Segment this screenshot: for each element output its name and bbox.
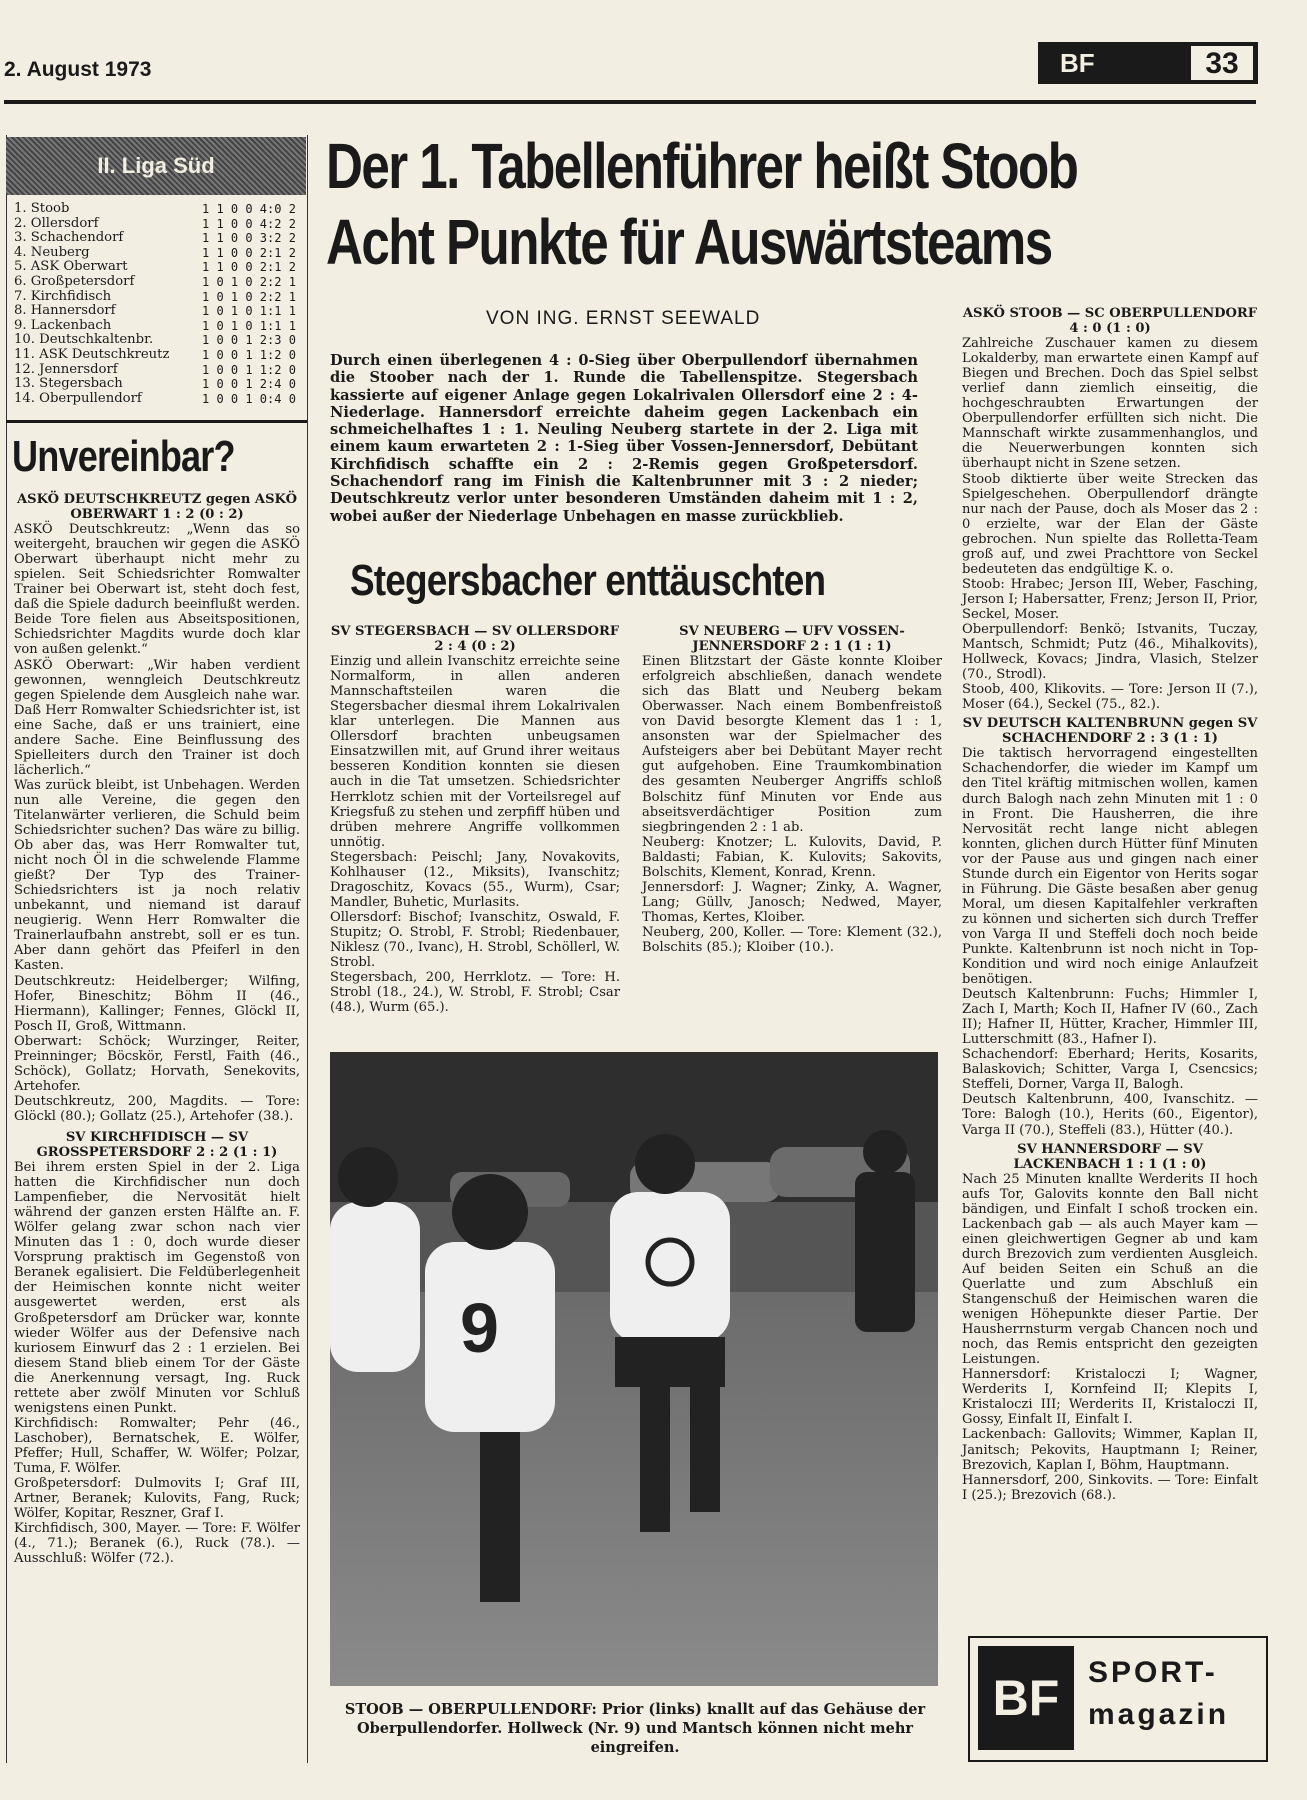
team-name: 8. Hannersdorf	[14, 303, 116, 319]
match-photo	[330, 1052, 938, 1686]
lineup: Stegersbach: Peischl; Jany, Novakovits, Kohlhauser (12., Miksits), Ivanschitz; Dragoschitz, Kovacs (55., Wurm), Csar; Mandler, Buhetic, Murlasits.	[330, 849, 620, 910]
table-row	[14, 333, 300, 348]
issue-date: 2. August 1973	[4, 58, 152, 81]
brand-label: BF	[1060, 48, 1095, 78]
page-number: 33	[1190, 45, 1254, 81]
logo-bf: BF	[978, 1646, 1074, 1750]
jersey-number: 9	[460, 1289, 499, 1367]
team-name: 14. Oberpullendorf	[14, 390, 142, 406]
team-stats: 1 1 0 0 4:0 2	[202, 202, 296, 216]
byline: VON ING. ERNST SEEWALD	[486, 308, 761, 329]
table-row	[14, 231, 300, 246]
lineup: Neuberg: Knotzer; L. Kulovits, David, P. Baldasti; Fabian, K. Kulovits; Sakovits, Bolschits, Klement, Konrad, Krenn.	[642, 834, 942, 880]
team-stats: 1 0 1 0 1:1 1	[202, 304, 296, 319]
paragraph: Was zurück bleibt, ist Unbehagen. Werden nun alle Vereine, die gegen den Titelanwärter verlieren, die Schuld beim Schiedsrichter suchen? Das wäre zu billig. Ob aber das, was Herr Romwalter tut, nicht noch Öl in die schwelende Flamme gießt? Der Typ des Trainer-Schiedsrichters ist ja noch relativ unbekannt, und niemand ist darauf neugierig. Wenn Herr Romwalter die Trainerlaufbahn anstrebt, soll er es tun. Aber dann gehört das Pfeiferl in den Kasten.	[14, 777, 300, 974]
match-header: ASKÖ DEUTSCHKREUTZ gegen ASKÖ OBERWART 1 : 2 (0 : 2)	[17, 492, 297, 523]
match-facts: Deutsch Kaltenbrunn, 400, Ivanschitz. — Tore: Balogh (10.), Herits (60., Eigentor), Varga II (70.), Steffeli (83.), Hütter (40.).	[962, 1092, 1258, 1138]
paragraph: ASKÖ Deutschkreutz: „Wenn das so weitergeht, brauchen wir gegen die ASKÖ Oberwart überhaupt nicht mehr zu spielen. Seit Schiedsrichter Romwalter Trainer bei Oberwart ist, steht doch fest, daß die Spiele dadurch beeinflußt werden. Beide Tore fielen aus Abseitspositionen, Schiedsrichter Magdits wurde doch klar von außen gelenkt.“	[14, 522, 300, 658]
match-header: SV KIRCHFIDISCH — SV GROSSPETERSDORF 2 : 2 (1 : 1)	[36, 1129, 278, 1161]
photo-caption: STOOB — OBERPULLENDORF: Prior (links) knallt auf das Gehäuse der Oberpullendorfer. Hollweck (Nr. 9) und Mantsch können nicht mehr eingreifen.	[344, 1701, 926, 1756]
match-facts: Deutschkreutz, 200, Magdits. — Tore: Glöckl (80.); Gollatz (25.), Artehofer (38.).	[14, 1093, 300, 1124]
logo-line-1: SPORT-	[1088, 1656, 1218, 1689]
match-header: SV DEUTSCH KALTENBRUNN gegen SV SCHACHENDORF 2 : 3 (1 : 1)	[962, 716, 1258, 747]
sportmagazin-logo	[968, 1636, 1268, 1762]
table-row	[14, 246, 300, 261]
lineup: Ollersdorf: Bischof; Ivanschitz, Oswald, F. Stupitz; O. Strobl, F. Strobl; Riedenbauer, Niklesz (70., Ivanc), H. Strobl, Schöllerl, W. Strobl.	[330, 909, 620, 971]
team-name: 10. Deutschkaltenbr.	[14, 332, 154, 348]
paragraph: ASKÖ Oberwart: „Wir haben verdient gewonnen, wenngleich Deutschkreutz gegen Spielende dem Ausgleich nahe war. Daß Herr Romwalter Schiedsrichter ist, ist eine Sache, daß er uns trainiert, eine andere Sache. Eine Beinflussung des Spielleiters durch den Trainer ist doch lächerlich.“	[14, 657, 300, 778]
lineup: Oberwart: Schöck; Wurzinger, Reiter, Preinninger; Böcskör, Ferstl, Faith (46., Schöck), Gollatz; Horvath, Senekovits, Artehofer.	[14, 1033, 300, 1094]
league-title: II. Liga Süd	[6, 137, 306, 195]
table-row	[14, 348, 300, 363]
paragraph: Bei ihrem ersten Spiel in der 2. Liga hatten die Kirchfidischer nun doch Lampenfieber, die Nervosität hielt während der ganzen ersten Hälfte an. F. Wölfer gelang zwar schon nach vier Minuten das 1 : 0, doch wurde dieser Vorsprung praktisch im Gegenstoß von Beranek egalisiert. Die Feldüberlegenheit der Heimischen konnte nicht weiter ausgewertet werden, erst als Großpetersdorf am Drücker war, konnte wieder Wölfer aus der Defensive nach kuriosem Einwurf das 2 : 1 erzielen. Bei diesem Stand blieb einem Tor der Gäste die Anerkennung versagt, Ing. Ruck rettete aber zwölf Minuten vor Schluß wenigstens einen Punkt.	[14, 1160, 300, 1416]
team-name: 6. Großpetersdorf	[14, 273, 135, 289]
headline-line-2: Acht Punkte für Auswärtsteams	[326, 206, 1052, 278]
team-name: 13. Stegersbach	[14, 376, 123, 392]
lead-paragraph: Durch einen überlegenen 4 : 0-Sieg über Oberpullendorf übernahmen die Stoober nach der 1. Runde die Tabellenspitze. Stegersbach kassierte auf eigener Anlage gegen Lokalrivalen Ollersdorf eine 2 : 4-Niederlage. Hannersdorf erreichte daheim gegen Lackenbach ein schmeichelhaftes 1 : 1. Neuling Neuberg startete in der 2. Liga mit einem kaum erwarteten 2 : 1-Sieg über Vossen-Jennersdorf, Debütant Kirchfidisch schaffte ein 2 : 2-Remis gegen Großpetersdorf. Schachendorf rang im Finish die Kaltenbrunner mit 3 : 2 nieder; Deutschkreutz verlor unter besonderen Umständen daheim mit 1 : 2, wobei außer der Niederlage Unbehagen en masse zurückblieb.	[330, 352, 918, 525]
team-stats: 1 1 0 0 2:1 2	[202, 260, 296, 275]
team-stats: 1 0 1 0 2:2 1	[202, 274, 296, 289]
team-stats: 1 0 0 1 2:3 0	[202, 333, 296, 348]
table-row	[14, 217, 300, 232]
team-stats: 1 0 0 1 0:4 0	[202, 391, 296, 406]
team-name: 3. Schachendorf	[14, 230, 124, 246]
article-column-1	[330, 624, 620, 1015]
article-column-2	[642, 624, 942, 955]
table-row	[14, 304, 300, 319]
team-name: 12. Jennersdorf	[14, 361, 118, 377]
team-stats: 1 0 0 1 1:2 0	[202, 347, 296, 362]
paragraph: Die taktisch hervorragend eingestellten Schachendorfer, die wieder im Kampf um den Titel kräftig mitmischen wollen, kamen durch Balogh nach zehn Minuten mit 1 : 0 in Front. Die Hausherren, die ihre Nervosität recht lange nicht ablegen konnten, glichen durch Hütter fünf Minuten vor der Pause aus und gingen nach einer Stunde durch ein Eigentor von Herits sogar in Führung. Die Gäste besaßen aber genug Moral, um diesen Kapitalfehler verkraften zu können und sicherten sich durch Treffer von Varga II und Steffeli doch noch beide Punkte. Kaltenbrunn ist noch nicht in Top-Kondition und wird noch einige Anlaufzeit benötigen.	[962, 746, 1258, 988]
paragraph: Zahlreiche Zuschauer kamen zu diesem Lokalderby, man erwartete einen Kampf auf Biegen und Brechen. Doch das Spiel selbst verlief dann ziemlich einseitig, die hochgeschraubten Erwartungen der Oberpullendorfer erfüllten sich nicht. Die Mannschaft wirkte zusammenhanglos, und die Neuerwerbungen konnten sich überhaupt nicht in Szene setzen.	[962, 336, 1258, 472]
logo-text	[1088, 1652, 1229, 1736]
header-rule	[4, 100, 1256, 104]
table-row	[14, 290, 300, 305]
lineup: Deutsch Kaltenbrunn: Fuchs; Himmler I, Zach I, Marth; Koch II, Hafner IV (60., Zach II); Hafner II, Hütter, Kracher, Himmler III, Lutterschmitt (83., Hafner I).	[962, 987, 1258, 1048]
right-article	[962, 306, 1258, 1503]
headline-line-1: Der 1. Tabellenführer heißt Stoob	[326, 130, 1078, 202]
team-name: 5. ASK Oberwart	[14, 259, 128, 275]
match-header: SV STEGERSBACH — SV OLLERSDORF 2 : 4 (0 : 2)	[330, 624, 620, 655]
match-facts: Hannersdorf, 200, Sinkovits. — Tore: Einfalt I (25.); Brezovich (68.).	[962, 1472, 1258, 1503]
match-facts: Neuberg, 200, Koller. — Tore: Klement (32.), Bolschits (85.); Kloiber (10.).	[642, 924, 942, 955]
table-row	[14, 377, 300, 392]
match-header: SV NEUBERG — UFV VOSSEN-JENNERSDORF 2 : 1 (1 : 1)	[679, 624, 905, 655]
lineup: Lackenbach: Gallovits; Wimmer, Kaplan II, Janitsch; Pekovits, Hauptmann I; Reiner, Brezovich, Kaplan I, Böhm, Hauptmann.	[962, 1427, 1258, 1473]
match-header: ASKÖ STOOB — SC OBERPULLENDORF 4 : 0 (1 : 0)	[962, 306, 1258, 337]
table-row	[14, 260, 300, 275]
paragraph: Einen Blitzstart der Gäste konnte Kloiber erfolgreich abschließen, danach wendete sich das Blatt und Neuberg bekam Oberwasser. Nach einem Bombenfreistoß von David besorgte Klement das 1 : 1, ansonsten war der Spielmacher des Aufsteigers aber bei Debütant Mayer recht gut aufgehoben. Eine Traumkombination des gesamten Neuberger Angriffs schloß Bolschitz fünf Minuten vor Ende aus abseitsverdächtiger Position zum siegbringenden 2 : 1 ab.	[642, 654, 942, 835]
match-facts: Stegersbach, 200, Herrklotz. — Tore: H. Strobl (18., 24.), W. Strobl, F. Strobl; Csar (48.), Wurm (65.).	[330, 970, 620, 1016]
team-stats: 1 0 0 1 1:2 0	[202, 362, 296, 377]
photo-illustration	[330, 1052, 938, 1686]
team-name: 1. Stoob	[14, 201, 70, 216]
lineup: Schachendorf: Eberhard; Herits, Kosarits, Balaskovich; Schitter, Varga I, Csencsics; Steffeli, Dorner, Varga II, Balogh.	[962, 1047, 1258, 1093]
table-row	[14, 275, 300, 290]
paragraph: Nach 25 Minuten knallte Werderits II hoch aufs Tor, Galovits konnte den Ball nicht bändigen, und Einfalt I schoß trocken ein. Lackenbach gab — als auch Mayer kam — einen gleichwertigen Gegner ab und kam durch Brezovich zum verdienten Ausgleich. Auf beiden Seiten ein Schuß an die Querlatte und zum Abschluß ein Stangenschuß der Heimischen waren die wenigen Höhepunkte dieser Partie. Der Hausherrnsturm vergab Chancen noch und noch, das Remis entspricht den gezeigten Leistungen.	[962, 1171, 1258, 1368]
lineup: Deutschkreutz: Heidelberger; Wilfing, Hofer, Bineschitz; Böhm II (46., Hiermann), Kallinger; Fennes, Glöckl II, Posch II, Groß, Wittmann.	[14, 973, 300, 1034]
table-row	[14, 363, 300, 378]
lineup: Stoob: Hrabec; Jerson III, Weber, Fasching, Jerson I; Habersatter, Frenz; Jerson II, Prior, Seckel, Moser.	[962, 576, 1259, 622]
lineup: Oberpullendorf: Benkö; Istvanits, Tuczay, Mantsch, Schmidt; Putz (46., Mihalkovits), Hollweck, Kovacs; Jindra, Vlasich, Stelzer (70., Strodl).	[962, 621, 1258, 683]
team-stats: 1 0 1 0 1:1 1	[202, 318, 296, 333]
team-name: 11. ASK Deutschkreutz	[14, 346, 170, 362]
left-divider	[6, 420, 307, 423]
team-stats: 1 1 0 0 2:1 2	[202, 245, 296, 260]
paragraph: Stoob diktierte über weite Strecken das Spielgeschehen. Oberpullendorf drängte nur nach der Pause, doch als Moser das 2 : 0 erzielte, war der Elan der Gäste gebrochen. Nun spielte das Rolletta-Team groß auf, und zwei Prachttore von Seckel bedeuteten das endgültige K. o.	[962, 471, 1258, 577]
lineup: Hannersdorf: Kristaloczi I; Wagner, Werderits I, Kornfeind II; Klepits I, Kristaloczi III; Werderits II, Kristaloczi II, Gossy, Einfalt II, Einfalt I.	[962, 1367, 1258, 1428]
lineup: Großpetersdorf: Dulmovits I; Graf III, Artner, Beranek; Kulovits, Fang, Ruck; Wölfer, Kopitar, Reszner, Graf I.	[14, 1476, 300, 1522]
paragraph: Einzig und allein Ivanschitz erreichte seine Normalform, in allen anderen Mannschaftsteilen waren die Stegersbacher diesmal ihrem Lokalrivalen klar unterlegen. Die Mannen aus Ollersdorf brachten unbeugsamen Einsatzwillen mit, auf Grund ihrer weitaus besseren Kondition konnten sie diesen auch in die Tat umsetzen. Schiedsrichter Herrklotz schien mit der Vorteilsregel auf Kriegsfuß zu stehen und zerpfiff hüben und drüben mehrere Angriffe vollkommen unnötig.	[330, 654, 620, 850]
lineup: Jennersdorf: J. Wagner; Zinky, A. Wagner, Lang; Güllv, Janosch; Nedwed, Mayer, Thomas, Kertes, Kloiber.	[642, 879, 942, 925]
match-header: SV HANNERSDORF — SV LACKENBACH 1 : 1 (1 : 0)	[1013, 1141, 1207, 1172]
match-facts: Kirchfidisch, 300, Mayer. — Tore: F. Wölfer (4., 71.); Beranek (6.), Ruck (78.). — Ausschluß: Wölfer (72.).	[14, 1521, 300, 1567]
team-name: 7. Kirchfidisch	[14, 288, 112, 304]
left-article	[14, 492, 300, 1566]
headline	[326, 128, 1078, 280]
logo-line-2: magazin	[1088, 1698, 1230, 1731]
team-stats: 1 0 0 1 2:4 0	[202, 377, 296, 392]
table-row	[14, 392, 300, 407]
team-stats: 1 1 0 0 4:2 2	[202, 216, 296, 231]
team-stats: 1 1 0 0 3:2 2	[202, 231, 296, 246]
subheadline: Stegersbacher enttäuschten	[350, 556, 826, 605]
team-name: 4. Neuberg	[14, 244, 90, 260]
team-name: 9. Lackenbach	[14, 317, 112, 333]
left-heading: Unvereinbar?	[12, 432, 235, 481]
lineup: Kirchfidisch: Romwalter; Pehr (46., Laschober), Bernatschek, E. Wölfer, Pfeffer; Hull, Schaffer, W. Wölfer; Polzar, Tuma, F. Wölfer.	[14, 1415, 300, 1476]
table-row	[14, 202, 300, 217]
table-row	[14, 319, 300, 334]
team-stats: 1 0 1 0 2:2 1	[202, 289, 296, 304]
masthead-box	[1038, 42, 1258, 84]
league-table	[14, 202, 300, 406]
match-facts: Stoob, 400, Klikovits. — Tore: Jerson II (7.), Moser (64.), Seckel (75., 82.).	[962, 682, 1258, 713]
team-name: 2. Ollersdorf	[14, 215, 99, 231]
